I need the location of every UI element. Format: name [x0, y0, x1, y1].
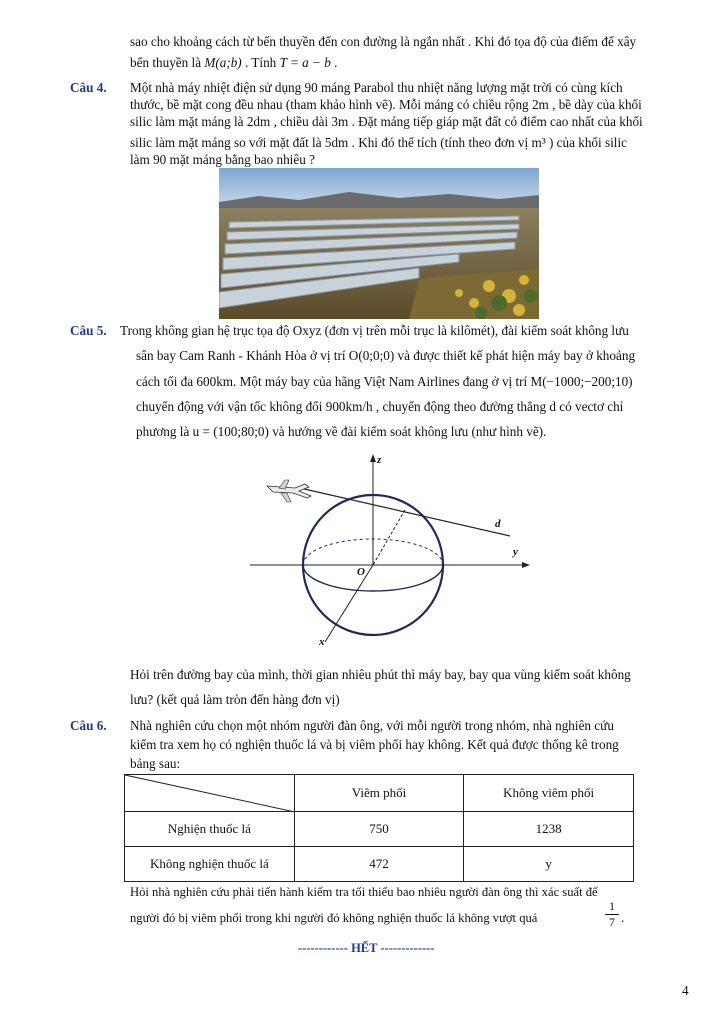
table-corner-cell: [125, 775, 295, 812]
header-pneumonia: Viêm phổi: [294, 775, 464, 812]
intro-line-2-end: .: [334, 55, 338, 70]
q5-followup-2: lưu? (kết quả làm tròn đến hàng đơn vị): [130, 692, 340, 707]
table-row: [125, 847, 634, 882]
intro-line-1: sao cho khoảng cách từ bến thuyền đến con đường là ngắn nhất . Khi đó tọa độ của điểm để xây: [130, 34, 637, 49]
q5-line-4: chuyển động với vận tốc không đổi 900km/h , chuyển động theo đường thẳng d có vectơ chỉ: [136, 399, 624, 414]
q6-line-3: bảng sau:: [130, 756, 181, 771]
solar-trough-photo: [219, 168, 539, 319]
label-d: d: [495, 518, 501, 530]
q5-label: Câu 5.: [70, 323, 107, 338]
header-no-pneumonia: Không viêm phổi: [464, 775, 634, 812]
q4-line-4: silic làm mặt máng so với mặt đất là 5dm . Khi đó thể tích (tính theo đơn vị m³ ) của khối silic: [130, 135, 627, 150]
cell-nonsmoker-pneumonia: 472: [294, 847, 464, 882]
table-header-row: [125, 775, 634, 812]
intro-line-2-mid: . Tính: [245, 55, 277, 70]
label-x: x: [319, 636, 325, 648]
q6-label: Câu 6.: [70, 718, 107, 733]
q4-line-5: làm 90 mặt máng bằng bao nhiêu ?: [130, 152, 315, 167]
fraction-one-seventh: [605, 900, 619, 929]
q4-line-2: thước, bề mặt cong đều nhau (tham khảo hình vẽ). Mỗi máng có chiều rộng 2m , bề dày của khối: [130, 97, 642, 112]
sphere-axes-figure: [245, 450, 535, 660]
statistics-table: [124, 774, 634, 882]
point-M: M(a;b): [204, 55, 242, 70]
row-label-smoker: Nghiện thuốc lá: [125, 812, 295, 847]
table-row: [125, 812, 634, 847]
row-label-nonsmoker: Không nghiện thuốc lá: [125, 847, 295, 882]
q4-label: Câu 4.: [70, 80, 107, 95]
q6-line-2: kiểm tra xem họ có nghiện thuốc lá và bị viêm phổi hay không. Kết quả được thống kê trong: [130, 737, 619, 752]
intro-line-2-prefix: bến thuyền là: [130, 55, 202, 70]
cell-smoker-no-pneumonia: 1238: [464, 812, 634, 847]
q4-line-3: silic làm mặt máng là 2dm , chiều dài 3m . Đặt máng tiếp giáp mặt đất có điểm cao nhất của khối: [130, 114, 643, 129]
q5-line-5: phương là u = (100;80;0) và hướng về đài kiểm soát không lưu (như hình vẽ).: [136, 424, 547, 439]
q5-line-2: sân bay Cam Ranh - Khánh Hòa ở vị trí O(0;0;0) và được thiết kế phát hiện máy bay ở khoảng: [136, 348, 636, 363]
q5-line-1: Trong không gian hệ trục tọa độ Oxyz (đơn vị trên mỗi trục là kilômét), đài kiểm soát không lưu: [120, 323, 629, 338]
q6-after-2: người đó bị viêm phổi trong khi người đó không nghiện thuốc lá không vượt quá: [130, 911, 538, 925]
fraction-numerator: 1: [609, 899, 615, 913]
page-number: 4: [682, 983, 689, 998]
q5-followup-1: Hỏi trên đường bay của mình, thời gian nhiêu phút thì máy bay, bay qua vùng kiểm soát không: [130, 667, 631, 682]
q6-line-1: Nhà nghiên cứu chọn một nhóm người đàn ông, với mỗi người trong nhóm, nhà nghiên cứu: [130, 718, 614, 733]
label-y: y: [513, 546, 518, 558]
q6-after-1: Hỏi nhà nghiên cứu phải tiến hành kiểm tra tối thiểu bao nhiêu người đàn ông thì xác suất để: [130, 885, 598, 899]
q6-after-2-end: .: [621, 910, 625, 925]
flight-line-d: [300, 488, 510, 536]
cell-nonsmoker-no-pneumonia: y: [464, 847, 634, 882]
intro-line-2: [130, 55, 337, 71]
q5-line-3: cách tối đa 600km. Một máy bay của hãng Việt Nam Airlines đang ở vị trí M(−1000;−200;10): [136, 374, 633, 389]
end-marker: ------------ HẾT -------------: [298, 941, 435, 955]
fraction-denominator: 7: [609, 915, 615, 929]
airplane-icon: [267, 480, 311, 502]
expression-T: T = a − b: [279, 55, 331, 70]
label-origin: O: [357, 566, 365, 578]
q4-line-1: Một nhà máy nhiệt điện sử dụng 90 máng Parabol thu nhiệt năng lượng mặt trời có cùng kích: [130, 80, 623, 95]
cell-smoker-pneumonia: 750: [294, 812, 464, 847]
label-z: z: [377, 454, 382, 466]
